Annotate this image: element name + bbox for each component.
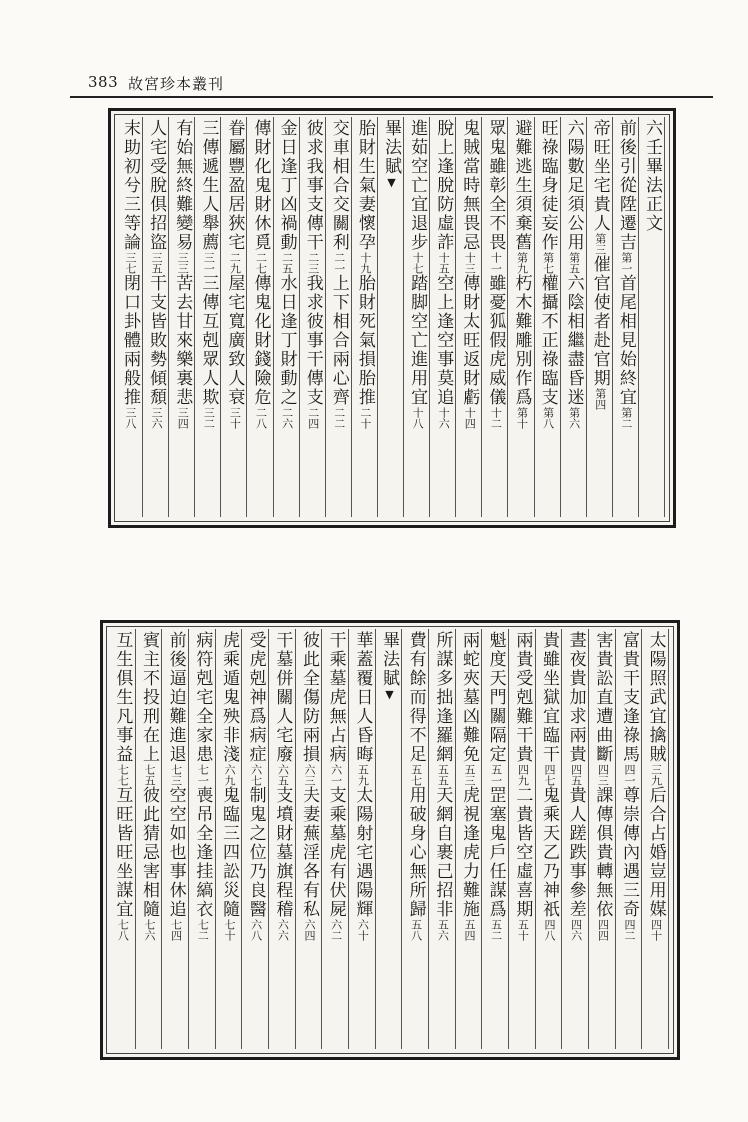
verse-number: 六五 [276, 764, 290, 786]
page-header [70, 65, 710, 95]
top-text-panel [108, 108, 676, 528]
verse-line-lower: 喪吊全逢挂縞衣 [192, 786, 213, 919]
verse-number: 二九 [228, 252, 242, 274]
verse-number: 四九 [516, 764, 530, 786]
series-title: 故宮珍本叢刊 [128, 75, 225, 93]
verse-column [617, 119, 634, 517]
column-rule [268, 629, 269, 1049]
verse-line-upper: 六陽數足須公用 [563, 119, 584, 252]
verse-number: 第九 [515, 252, 529, 274]
verse-line-upper: 賓主不投刑在上 [139, 631, 159, 764]
verse-column [407, 119, 428, 517]
column-rule [429, 117, 430, 517]
verse-number: 五二 [489, 919, 503, 941]
verse-number: 二八 [254, 407, 268, 429]
verse-number: 五八 [409, 919, 423, 941]
verse-line-lower: 天網自裹己招非 [432, 786, 453, 919]
verse-line-lower: 空空如也事休追 [165, 786, 186, 919]
verse-column [120, 119, 141, 517]
column-rule [401, 629, 402, 1049]
verse-line-lower: 首尾相見始終宜 [615, 274, 636, 407]
verse-line-upper: 眾鬼雖彰全不畏 [485, 119, 506, 252]
column-rule [375, 629, 376, 1049]
verse-line-upper: 金日逢丁凶禍動 [276, 119, 297, 252]
verse-column [172, 119, 193, 517]
verse-line-upper: 貴雖坐獄宜臨干 [539, 631, 559, 764]
verse-number: 七七 [116, 764, 130, 786]
column-rule [161, 629, 162, 1049]
verse-column [304, 119, 321, 517]
verse-line-upper: 受虎剋神爲病症 [245, 631, 266, 764]
verse-number: 四三 [596, 764, 610, 786]
page-number: 383 [88, 73, 119, 91]
verse-line-upper: 所謀多拙逢羅網 [432, 631, 453, 764]
verse-number: 六六 [276, 919, 290, 941]
verse-line-upper: 干墓併關人宅廢 [272, 631, 293, 764]
column-rule [641, 629, 642, 1049]
verse-line-upper: 有始無終難變易 [172, 119, 193, 252]
column-rule [638, 117, 639, 517]
verse-number: 第七 [541, 252, 555, 274]
column-rule [588, 629, 589, 1049]
verse-column [247, 631, 264, 1049]
verse-column [330, 119, 347, 517]
verse-number: 二一 [332, 252, 346, 274]
bottom-text-panel [100, 620, 680, 1060]
verse-column [327, 631, 344, 1049]
column-rule [246, 117, 247, 517]
verse-column [459, 119, 480, 517]
verse-line-lower: 二貴皆空虛喜期 [512, 786, 533, 919]
verse-line-upper: 費有餘而得不足 [405, 631, 426, 764]
verse-column [643, 119, 660, 517]
verse-number: 六八 [249, 919, 263, 941]
verse-column [460, 631, 477, 1049]
verse-number: 六七 [249, 764, 263, 786]
verse-column [511, 119, 532, 517]
verse-column [567, 631, 584, 1049]
verse-line-lower: 彼此猜忌害相隨 [139, 786, 159, 919]
fish-tail-mark-icon: ▼ [385, 176, 398, 191]
verse-number: 二三 [306, 252, 320, 274]
verse-column [300, 631, 317, 1049]
verse-number: 三二 [202, 407, 216, 429]
verse-line-upper: 兩蛇夾墓凶難免 [459, 631, 479, 764]
verse-number: 二十 [358, 407, 372, 429]
verse-column [112, 631, 133, 1049]
column-rule [241, 629, 242, 1049]
column-rule [560, 117, 561, 517]
verse-line-upper: 虎乘遁鬼殃非淺 [219, 631, 239, 764]
column-rule [351, 117, 352, 517]
verse-number: 七二 [196, 919, 210, 941]
verse-column [540, 631, 557, 1049]
verse-number: 十三 [463, 252, 477, 274]
verse-number: 五九 [356, 764, 370, 786]
verse-line-lower: 六陰相繼盡昏迷 [563, 274, 584, 407]
section-title-column [382, 119, 399, 517]
column-rule [481, 629, 482, 1049]
verse-line-lower: 夫妻蕪淫各有私 [299, 786, 319, 919]
verse-line-lower: 傳財太旺返財虧 [459, 274, 480, 407]
verse-line-lower: 鬼乘天乙乃神祇 [539, 786, 559, 919]
column-rule [194, 117, 195, 517]
verse-number: 四七 [543, 764, 556, 786]
verse-column [198, 119, 219, 517]
verse-number: 四八 [543, 919, 556, 941]
verse-column [565, 119, 582, 517]
verse-number: 三六 [150, 407, 164, 429]
verse-number: 五三 [463, 764, 476, 786]
verse-line-lower: 用破身心無所歸 [405, 786, 426, 919]
verse-number: 十一 [489, 252, 503, 274]
column-rule [664, 117, 665, 517]
verse-line-lower: 閉口卦體兩般推 [120, 274, 141, 407]
verse-column [220, 631, 237, 1049]
verse-number: 第一 [619, 252, 633, 274]
fish-tail-mark-icon: ▼ [383, 688, 396, 703]
verse-line-upper: 三傳遞生人舉薦 [198, 119, 219, 252]
verse-line-upper: 末助初兮三等論 [120, 119, 141, 252]
verse-column [485, 119, 506, 517]
verse-number: 第五 [567, 252, 581, 274]
verse-line-lower: 我求彼事干傳支 [302, 274, 323, 407]
verse-column [272, 631, 293, 1049]
column-rule [612, 117, 613, 517]
verse-line-lower: 空上逢空事莫追 [433, 274, 454, 407]
verse-number: 三一 [202, 252, 216, 274]
column-rule [188, 629, 189, 1049]
column-rule [508, 629, 509, 1049]
verse-column [146, 119, 167, 517]
verse-number: 十四 [463, 407, 477, 429]
verse-number: 第十 [515, 407, 529, 429]
verse-line-upper: 六壬畢法正文 [641, 119, 662, 233]
verse-line-lower: 支乘墓虎有伏屍 [325, 786, 346, 919]
verse-number: 六一 [329, 764, 343, 786]
verse-line-upper: 進茹空亡宜退步 [407, 119, 428, 252]
column-rule [668, 629, 669, 1049]
verse-number: 四五 [569, 764, 583, 786]
verse-number: 五十 [516, 919, 530, 941]
column-rule [325, 117, 326, 517]
verse-line-upper: 帝旺坐宅貴人 [589, 119, 610, 233]
verse-number: 六十 [356, 919, 370, 941]
verse-line-lower: 互旺皆旺坐謀宜 [112, 786, 133, 919]
verse-number: 六二 [329, 919, 343, 941]
verse-line-upper: 病符剋宅全家患 [192, 631, 213, 764]
verse-line-lower: 虎視逢虎力難施 [459, 786, 479, 919]
verse-line-upper: 太陽照武宜擒賊 [645, 631, 666, 764]
verse-line-lower: 胎財死氣損胎推 [354, 274, 375, 407]
verse-line-upper: 避難逃生須棄舊 [511, 119, 532, 252]
column-rule [295, 629, 296, 1049]
verse-number: 第六 [567, 407, 581, 429]
verse-column [512, 631, 533, 1049]
column-rule [428, 629, 429, 1049]
column-rule [403, 117, 404, 517]
verse-number: 五一 [489, 764, 503, 786]
verse-column [539, 119, 556, 517]
verse-line-upper: 彼求我事支傳干 [302, 119, 323, 252]
verse-number: 三八 [124, 407, 138, 429]
verse-line-lower: 三傳互剋眾人欺 [198, 274, 219, 407]
verse-column [647, 631, 664, 1049]
verse-number: 五七 [409, 764, 423, 786]
verse-number: 五五 [436, 764, 450, 786]
verse-line-upper: 彼此全傷防兩損 [299, 631, 319, 764]
verse-line-upper: 人宅受脫俱招盜 [146, 119, 167, 252]
verse-number: 四四 [596, 919, 610, 941]
verse-column [140, 631, 157, 1049]
verse-number: 二二 [332, 407, 346, 429]
verse-line-lower: 課傳俱貴轉無依 [592, 786, 613, 919]
column-rule [273, 117, 274, 517]
section-title-column [380, 631, 397, 1049]
verse-column [407, 631, 424, 1049]
verse-column [192, 631, 213, 1049]
column-rule [615, 629, 616, 1049]
verse-line-lower: 罡塞鬼戶任謀爲 [485, 786, 506, 919]
column-rule [377, 117, 378, 517]
verse-line-lower: 上下相合兩心齊 [328, 274, 349, 407]
column-rule [220, 117, 221, 517]
verse-number: 六四 [303, 919, 316, 941]
verse-column [592, 631, 613, 1049]
verse-number: 七一 [196, 764, 210, 786]
verse-number: 五四 [463, 919, 476, 941]
verse-line-upper: 前後逼迫難進退 [165, 631, 186, 764]
verse-line-upper: 互生俱生凡事益 [112, 631, 133, 764]
verse-number: 七四 [169, 919, 183, 941]
verse-line-upper: 傳財化鬼財休覓 [250, 119, 271, 252]
verse-number: 三十 [228, 407, 242, 429]
verse-line-lower: 支墳財墓旗程稽 [272, 786, 293, 919]
verse-column [356, 119, 373, 517]
column-rule [142, 117, 143, 517]
column-rule [135, 629, 136, 1049]
section-title: 畢法賦 [381, 119, 401, 176]
verse-column [487, 631, 504, 1049]
verse-number: 第八 [541, 407, 555, 429]
verse-column [433, 119, 454, 517]
verse-line-lower: 朽木難雕別作爲 [511, 274, 532, 407]
verse-number: 三五 [150, 252, 164, 274]
verse-line-lower: 鬼臨三四訟災隨 [219, 786, 239, 919]
verse-line-upper: 華蓋覆日人昏晦 [352, 631, 373, 764]
verse-line-lower: 尊崇傳內遇三奇 [619, 786, 639, 919]
verse-column [278, 119, 295, 517]
verse-number: 十六 [437, 407, 451, 429]
verse-number: 十九 [358, 252, 372, 274]
verse-number: 二五 [280, 252, 294, 274]
verse-column [224, 119, 245, 517]
verse-number: 四二 [623, 919, 636, 941]
verse-line-upper: 富貴干支逢祿馬 [619, 631, 639, 764]
column-rule [215, 629, 216, 1049]
verse-column [591, 119, 608, 517]
verse-number: 五六 [436, 919, 450, 941]
verse-number: 四十 [649, 919, 663, 941]
verse-line-upper: 兩貴受剋難干貴 [512, 631, 533, 764]
verse-column [352, 631, 373, 1049]
verse-line-upper: 前後引從陞遷吉 [615, 119, 636, 252]
column-rule [586, 117, 587, 517]
column-rule [507, 117, 508, 517]
column-rule [481, 117, 482, 517]
verse-number: 七三 [169, 764, 183, 786]
column-rule [455, 629, 456, 1049]
verse-line-lower: 干支皆敗勢傾頹 [146, 274, 167, 407]
column-rule [534, 117, 535, 517]
verse-line-upper: 眷屬豐盈居狹宅 [224, 119, 245, 252]
header-rule [70, 96, 713, 98]
verse-column [620, 631, 637, 1049]
verse-number: 七六 [143, 919, 156, 941]
verse-line-lower: 苦去甘來樂裏悲 [172, 274, 193, 407]
verse-number: 十八 [411, 407, 425, 429]
verse-line-lower: 催官使者赴官期 [589, 255, 610, 388]
column-rule [535, 629, 536, 1049]
verse-number: 三九 [649, 764, 663, 786]
verse-line-lower: 水日逢丁財動之 [276, 274, 297, 407]
verse-line-lower: 屋宅寬廣致人衰 [224, 274, 245, 407]
verse-number: 二六 [280, 407, 294, 429]
verse-line-upper: 鬼賊當時無畏忌 [459, 119, 480, 252]
verse-line-lower: 權攝不正祿臨支 [537, 274, 558, 407]
verse-line-upper: 魁度天門關隔定 [485, 631, 506, 764]
verse-number: 六三 [303, 764, 316, 786]
column-rule [561, 629, 562, 1049]
verse-line-lower: 貴人蹉跌事參差 [565, 786, 586, 919]
verse-number: 第三 [593, 233, 607, 255]
column-rule [321, 629, 322, 1049]
verse-number: 二四 [306, 407, 320, 429]
verse-number: 三三 [176, 252, 190, 274]
verse-number: 第四 [593, 388, 607, 410]
verse-line-lower: 后合占婚豈用媒 [645, 786, 666, 919]
verse-number: 第二 [619, 407, 633, 429]
verse-number: 七五 [143, 764, 156, 786]
verse-column [252, 119, 269, 517]
verse-number: 十五 [437, 252, 451, 274]
verse-column [167, 631, 184, 1049]
verse-line-upper: 旺祿臨身徒妄作 [537, 119, 558, 252]
verse-line-upper: 晝夜貴加求兩貴 [565, 631, 586, 764]
verse-number: 三四 [176, 407, 190, 429]
verse-number: 四六 [569, 919, 583, 941]
verse-line-lower: 傳鬼化財錢險危 [250, 274, 271, 407]
verse-line-lower: 踏脚空亡進用宜 [407, 274, 428, 407]
verse-number: 七十 [223, 919, 236, 941]
verse-line-lower: 太陽射宅遇陽輝 [352, 786, 373, 919]
verse-number: 三七 [124, 252, 138, 274]
verse-line-upper: 害貴訟直遭曲斷 [592, 631, 613, 764]
verse-line-upper: 干乘墓虎無占病 [325, 631, 346, 764]
column-rule [455, 117, 456, 517]
verse-number: 十七 [411, 252, 425, 274]
verse-column [432, 631, 453, 1049]
verse-number: 二七 [254, 252, 268, 274]
verse-number: 十二 [489, 407, 503, 429]
verse-number: 四一 [623, 764, 636, 786]
verse-line-lower: 制鬼之位乃良醫 [245, 786, 266, 919]
verse-line-lower: 雖憂狐假虎威儀 [485, 274, 506, 407]
column-rule [168, 117, 169, 517]
verse-line-upper: 胎財生氣妻懷孕 [354, 119, 375, 252]
column-rule [299, 117, 300, 517]
column-rule [348, 629, 349, 1049]
section-title: 畢法賦 [379, 631, 399, 688]
verse-number: 六九 [223, 764, 236, 786]
verse-line-upper: 交車相合交關利 [328, 119, 349, 252]
verse-line-upper: 脫上逢脫防虛詐 [433, 119, 454, 252]
verse-number: 七八 [116, 919, 130, 941]
